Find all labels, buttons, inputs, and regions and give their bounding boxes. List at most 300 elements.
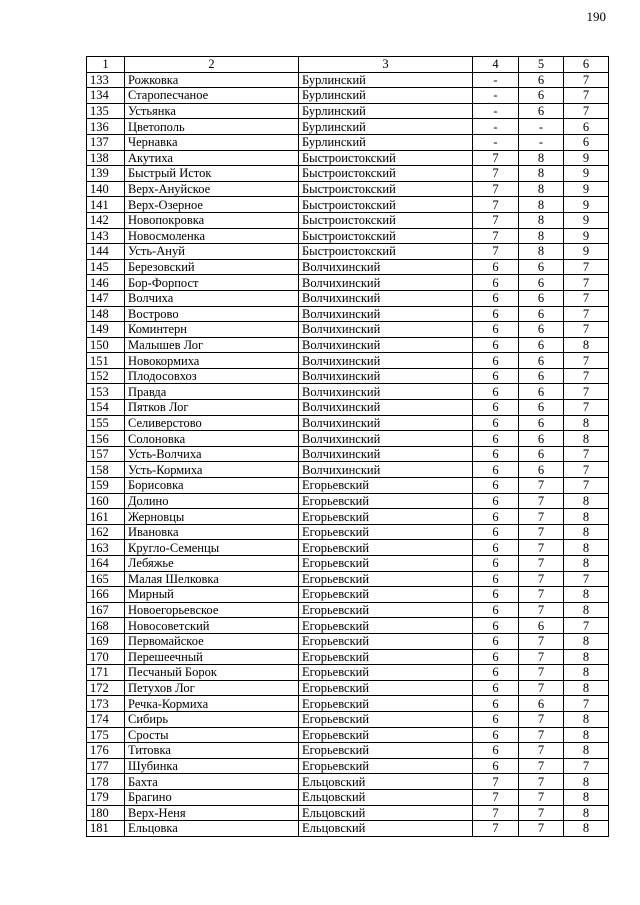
value-cell-col4: 7 [473, 228, 519, 244]
value-cell-col6: 8 [564, 587, 609, 603]
district-cell: Быстроистокский [299, 212, 473, 228]
value-cell-col6: 7 [564, 306, 609, 322]
value-cell-col6: 8 [564, 415, 609, 431]
value-cell-col5: 6 [519, 353, 564, 369]
row-number-cell: 167 [87, 602, 125, 618]
settlement-cell: Песчаный Борок [125, 665, 299, 681]
settlement-cell: Новопокровка [125, 212, 299, 228]
district-cell: Бурлинский [299, 72, 473, 88]
district-cell: Быстроистокский [299, 244, 473, 260]
row-number-cell: 156 [87, 431, 125, 447]
row-number-cell: 152 [87, 368, 125, 384]
row-number-cell: 177 [87, 758, 125, 774]
value-cell-col4: - [473, 134, 519, 150]
value-cell-col5: 7 [519, 493, 564, 509]
value-cell-col4: 6 [473, 290, 519, 306]
table-row [87, 696, 609, 712]
value-cell-col6: 7 [564, 322, 609, 338]
value-cell-col5: 7 [519, 556, 564, 572]
value-cell-col4: 6 [473, 446, 519, 462]
value-cell-col6: 9 [564, 244, 609, 260]
row-number-cell: 146 [87, 275, 125, 291]
column-header-2: 2 [125, 57, 299, 73]
value-cell-col5: 7 [519, 509, 564, 525]
district-cell: Быстроистокский [299, 150, 473, 166]
row-number-cell: 133 [87, 72, 125, 88]
row-number-cell: 181 [87, 821, 125, 837]
value-cell-col4: 6 [473, 540, 519, 556]
value-cell-col5: 7 [519, 805, 564, 821]
value-cell-col6: 8 [564, 540, 609, 556]
table-row [87, 244, 609, 260]
value-cell-col6: 8 [564, 493, 609, 509]
table-row [87, 478, 609, 494]
district-cell: Бурлинский [299, 88, 473, 104]
row-number-cell: 134 [87, 88, 125, 104]
value-cell-col4: 6 [473, 337, 519, 353]
settlement-cell: Новоегорьевское [125, 602, 299, 618]
table-row [87, 88, 609, 104]
table-row [87, 103, 609, 119]
value-cell-col5: 7 [519, 743, 564, 759]
value-cell-col5: 8 [519, 181, 564, 197]
row-number-cell: 137 [87, 134, 125, 150]
value-cell-col6: 7 [564, 259, 609, 275]
value-cell-col4: 6 [473, 649, 519, 665]
settlement-cell: Жерновцы [125, 509, 299, 525]
table-row [87, 368, 609, 384]
value-cell-col6: 9 [564, 197, 609, 213]
value-cell-col6: 7 [564, 353, 609, 369]
settlement-cell: Верх-Неня [125, 805, 299, 821]
table-row [87, 306, 609, 322]
row-number-cell: 163 [87, 540, 125, 556]
row-number-cell: 138 [87, 150, 125, 166]
district-cell: Егорьевский [299, 556, 473, 572]
value-cell-col5: 7 [519, 478, 564, 494]
value-cell-col5: 6 [519, 72, 564, 88]
value-cell-col5: 6 [519, 431, 564, 447]
district-cell: Волчихинский [299, 431, 473, 447]
table-row [87, 290, 609, 306]
value-cell-col6: 7 [564, 618, 609, 634]
settlement-cell: Долино [125, 493, 299, 509]
district-cell: Егорьевский [299, 649, 473, 665]
row-number-cell: 140 [87, 181, 125, 197]
value-cell-col4: 6 [473, 306, 519, 322]
value-cell-col4: 6 [473, 275, 519, 291]
row-number-cell: 162 [87, 524, 125, 540]
value-cell-col6: 7 [564, 290, 609, 306]
settlement-cell: Бор-Форпост [125, 275, 299, 291]
value-cell-col6: 8 [564, 711, 609, 727]
value-cell-col5: 6 [519, 384, 564, 400]
value-cell-col6: 9 [564, 212, 609, 228]
table-row [87, 587, 609, 603]
value-cell-col4: 6 [473, 696, 519, 712]
value-cell-col5: - [519, 134, 564, 150]
row-number-cell: 151 [87, 353, 125, 369]
value-cell-col6: 7 [564, 571, 609, 587]
value-cell-col5: 6 [519, 462, 564, 478]
settlement-cell: Старопесчаное [125, 88, 299, 104]
value-cell-col6: 8 [564, 524, 609, 540]
district-cell: Егорьевский [299, 618, 473, 634]
row-number-cell: 158 [87, 462, 125, 478]
value-cell-col5: 8 [519, 197, 564, 213]
district-cell: Быстроистокский [299, 166, 473, 182]
settlement-cell: Быстрый Исток [125, 166, 299, 182]
value-cell-col6: 7 [564, 696, 609, 712]
value-cell-col6: 9 [564, 166, 609, 182]
settlement-cell: Новосмоленка [125, 228, 299, 244]
district-cell: Егорьевский [299, 743, 473, 759]
district-cell: Быстроистокский [299, 197, 473, 213]
value-cell-col6: 7 [564, 368, 609, 384]
row-number-cell: 166 [87, 587, 125, 603]
table-row [87, 758, 609, 774]
settlement-cell: Лебяжье [125, 556, 299, 572]
district-cell: Бурлинский [299, 134, 473, 150]
column-header-5: 5 [519, 57, 564, 73]
settlement-cell: Усть-Кормиха [125, 462, 299, 478]
district-cell: Егорьевский [299, 696, 473, 712]
value-cell-col4: 7 [473, 197, 519, 213]
settlement-cell: Мирный [125, 587, 299, 603]
value-cell-col4: 6 [473, 478, 519, 494]
value-cell-col5: 7 [519, 587, 564, 603]
district-cell: Волчихинский [299, 415, 473, 431]
value-cell-col4: 6 [473, 602, 519, 618]
district-cell: Егорьевский [299, 758, 473, 774]
value-cell-col6: 8 [564, 633, 609, 649]
value-cell-col5: 6 [519, 290, 564, 306]
settlement-cell: Коминтерн [125, 322, 299, 338]
settlement-cell: Усть-Волчиха [125, 446, 299, 462]
row-number-cell: 149 [87, 322, 125, 338]
row-number-cell: 155 [87, 415, 125, 431]
value-cell-col5: 8 [519, 212, 564, 228]
settlement-cell: Чернавка [125, 134, 299, 150]
value-cell-col6: 8 [564, 727, 609, 743]
district-cell: Волчихинский [299, 368, 473, 384]
value-cell-col6: 7 [564, 400, 609, 416]
district-cell: Быстроистокский [299, 181, 473, 197]
value-cell-col4: 7 [473, 212, 519, 228]
value-cell-col5: 6 [519, 696, 564, 712]
value-cell-col6: 7 [564, 478, 609, 494]
settlement-cell: Акутиха [125, 150, 299, 166]
value-cell-col4: 6 [473, 322, 519, 338]
district-cell: Волчихинский [299, 353, 473, 369]
row-number-cell: 141 [87, 197, 125, 213]
value-cell-col6: 7 [564, 103, 609, 119]
value-cell-col6: 9 [564, 228, 609, 244]
value-cell-col4: - [473, 103, 519, 119]
value-cell-col6: 8 [564, 680, 609, 696]
value-cell-col6: 7 [564, 88, 609, 104]
district-cell: Волчихинский [299, 259, 473, 275]
district-cell: Егорьевский [299, 524, 473, 540]
value-cell-col5: 7 [519, 727, 564, 743]
value-cell-col6: 8 [564, 431, 609, 447]
table-row [87, 789, 609, 805]
value-cell-col6: 8 [564, 774, 609, 790]
value-cell-col5: 7 [519, 774, 564, 790]
settlement-cell: Первомайское [125, 633, 299, 649]
row-number-cell: 160 [87, 493, 125, 509]
district-cell: Ельцовский [299, 805, 473, 821]
table-row [87, 665, 609, 681]
table-row [87, 384, 609, 400]
value-cell-col4: 6 [473, 509, 519, 525]
value-cell-col4: 6 [473, 524, 519, 540]
value-cell-col5: 6 [519, 103, 564, 119]
row-number-cell: 147 [87, 290, 125, 306]
value-cell-col6: 8 [564, 821, 609, 837]
value-cell-col5: 8 [519, 150, 564, 166]
row-number-cell: 135 [87, 103, 125, 119]
value-cell-col5: 8 [519, 166, 564, 182]
table-row [87, 711, 609, 727]
row-number-cell: 168 [87, 618, 125, 634]
column-header-3: 3 [299, 57, 473, 73]
row-number-cell: 171 [87, 665, 125, 681]
district-cell: Волчихинский [299, 446, 473, 462]
value-cell-col4: 6 [473, 556, 519, 572]
value-cell-col6: 7 [564, 72, 609, 88]
district-cell: Егорьевский [299, 602, 473, 618]
district-cell: Быстроистокский [299, 228, 473, 244]
district-cell: Егорьевский [299, 665, 473, 681]
value-cell-col4: 6 [473, 368, 519, 384]
settlement-cell: Ивановка [125, 524, 299, 540]
value-cell-col5: 7 [519, 540, 564, 556]
value-cell-col5: 7 [519, 571, 564, 587]
value-cell-col5: 6 [519, 415, 564, 431]
value-cell-col6: 8 [564, 789, 609, 805]
settlement-cell: Борисовка [125, 478, 299, 494]
table-row [87, 618, 609, 634]
district-cell: Егорьевский [299, 571, 473, 587]
table-row [87, 556, 609, 572]
row-number-cell: 159 [87, 478, 125, 494]
district-cell: Бурлинский [299, 103, 473, 119]
row-number-cell: 145 [87, 259, 125, 275]
row-number-cell: 154 [87, 400, 125, 416]
column-header-4: 4 [473, 57, 519, 73]
row-number-cell: 174 [87, 711, 125, 727]
column-header-1: 1 [87, 57, 125, 73]
value-cell-col5: - [519, 119, 564, 135]
settlement-cell: Усть-Ануй [125, 244, 299, 260]
value-cell-col4: 7 [473, 789, 519, 805]
value-cell-col4: - [473, 88, 519, 104]
table-row [87, 821, 609, 837]
settlement-cell: Верх-Ануйское [125, 181, 299, 197]
value-cell-col5: 6 [519, 618, 564, 634]
district-cell: Ельцовский [299, 774, 473, 790]
district-cell: Волчихинский [299, 400, 473, 416]
value-cell-col6: 8 [564, 649, 609, 665]
settlement-cell: Волчиха [125, 290, 299, 306]
value-cell-col5: 7 [519, 665, 564, 681]
row-number-cell: 161 [87, 509, 125, 525]
row-number-cell: 176 [87, 743, 125, 759]
value-cell-col5: 6 [519, 259, 564, 275]
value-cell-col5: 6 [519, 306, 564, 322]
table-row [87, 212, 609, 228]
district-cell: Егорьевский [299, 509, 473, 525]
value-cell-col5: 6 [519, 322, 564, 338]
district-cell: Бурлинский [299, 119, 473, 135]
row-number-cell: 139 [87, 166, 125, 182]
district-cell: Волчихинский [299, 337, 473, 353]
table-row [87, 727, 609, 743]
value-cell-col4: 6 [473, 384, 519, 400]
row-number-cell: 136 [87, 119, 125, 135]
district-cell: Егорьевский [299, 587, 473, 603]
table-row [87, 275, 609, 291]
row-number-cell: 144 [87, 244, 125, 260]
table-row [87, 431, 609, 447]
settlement-cell: Шубинка [125, 758, 299, 774]
settlement-cell: Правда [125, 384, 299, 400]
table-row [87, 119, 609, 135]
value-cell-col5: 7 [519, 680, 564, 696]
value-cell-col5: 6 [519, 275, 564, 291]
value-cell-col4: 6 [473, 587, 519, 603]
page-number: 190 [586, 9, 606, 24]
value-cell-col4: 6 [473, 431, 519, 447]
table-row [87, 400, 609, 416]
settlement-cell: Речка-Кормиха [125, 696, 299, 712]
district-cell: Егорьевский [299, 727, 473, 743]
row-number-cell: 150 [87, 337, 125, 353]
value-cell-col4: 6 [473, 571, 519, 587]
row-number-cell: 148 [87, 306, 125, 322]
table-row [87, 228, 609, 244]
district-cell: Егорьевский [299, 493, 473, 509]
value-cell-col4: 6 [473, 665, 519, 681]
settlement-cell: Бахта [125, 774, 299, 790]
value-cell-col5: 6 [519, 337, 564, 353]
value-cell-col4: 6 [473, 415, 519, 431]
settlement-cell: Пятков Лог [125, 400, 299, 416]
row-number-cell: 170 [87, 649, 125, 665]
row-number-cell: 169 [87, 633, 125, 649]
value-cell-col6: 7 [564, 758, 609, 774]
row-number-cell: 179 [87, 789, 125, 805]
value-cell-col5: 6 [519, 400, 564, 416]
district-cell: Волчихинский [299, 322, 473, 338]
row-number-cell: 172 [87, 680, 125, 696]
settlement-cell: Солоновка [125, 431, 299, 447]
table-row [87, 166, 609, 182]
value-cell-col6: 9 [564, 150, 609, 166]
value-cell-col4: 7 [473, 181, 519, 197]
table-row [87, 774, 609, 790]
column-header-6: 6 [564, 57, 609, 73]
district-cell: Егорьевский [299, 711, 473, 727]
district-cell: Егорьевский [299, 540, 473, 556]
value-cell-col4: 6 [473, 633, 519, 649]
district-cell: Егорьевский [299, 680, 473, 696]
value-cell-col4: 7 [473, 774, 519, 790]
value-cell-col5: 7 [519, 758, 564, 774]
value-cell-col4: 7 [473, 821, 519, 837]
value-cell-col4: 7 [473, 244, 519, 260]
value-cell-col5: 7 [519, 602, 564, 618]
value-cell-col5: 6 [519, 368, 564, 384]
value-cell-col5: 6 [519, 88, 564, 104]
settlement-cell: Рожковка [125, 72, 299, 88]
value-cell-col5: 7 [519, 524, 564, 540]
value-cell-col6: 7 [564, 446, 609, 462]
value-cell-col6: 6 [564, 134, 609, 150]
table-row [87, 649, 609, 665]
value-cell-col4: 6 [473, 462, 519, 478]
row-number-cell: 153 [87, 384, 125, 400]
row-number-cell: 142 [87, 212, 125, 228]
value-cell-col4: 6 [473, 680, 519, 696]
value-cell-col4: - [473, 119, 519, 135]
row-number-cell: 180 [87, 805, 125, 821]
table-row [87, 571, 609, 587]
settlement-cell: Сросты [125, 727, 299, 743]
district-cell: Волчихинский [299, 306, 473, 322]
value-cell-col5: 7 [519, 821, 564, 837]
table-row [87, 493, 609, 509]
value-cell-col4: 6 [473, 618, 519, 634]
district-cell: Волчихинский [299, 275, 473, 291]
settlement-cell: Брагино [125, 789, 299, 805]
value-cell-col5: 7 [519, 633, 564, 649]
value-cell-col6: 7 [564, 275, 609, 291]
value-cell-col4: - [473, 72, 519, 88]
table-row [87, 743, 609, 759]
table-row [87, 134, 609, 150]
value-cell-col6: 8 [564, 337, 609, 353]
value-cell-col4: 6 [473, 493, 519, 509]
settlement-cell: Цветополь [125, 119, 299, 135]
settlement-cell: Новокормиха [125, 353, 299, 369]
table-row [87, 197, 609, 213]
table-row [87, 540, 609, 556]
settlement-cell: Верх-Озерное [125, 197, 299, 213]
value-cell-col4: 7 [473, 805, 519, 821]
settlement-cell: Березовский [125, 259, 299, 275]
settlement-cell: Петухов Лог [125, 680, 299, 696]
settlement-cell: Ельцовка [125, 821, 299, 837]
value-cell-col5: 8 [519, 228, 564, 244]
value-cell-col5: 7 [519, 789, 564, 805]
settlement-cell: Малая Шелковка [125, 571, 299, 587]
value-cell-col6: 8 [564, 602, 609, 618]
value-cell-col4: 6 [473, 758, 519, 774]
row-number-cell: 175 [87, 727, 125, 743]
district-cell: Егорьевский [299, 478, 473, 494]
table-row [87, 602, 609, 618]
table-row [87, 150, 609, 166]
value-cell-col6: 8 [564, 743, 609, 759]
row-number-cell: 178 [87, 774, 125, 790]
row-number-cell: 143 [87, 228, 125, 244]
settlement-cell: Новосоветский [125, 618, 299, 634]
table-row [87, 509, 609, 525]
district-cell: Ельцовский [299, 789, 473, 805]
value-cell-col6: 8 [564, 805, 609, 821]
